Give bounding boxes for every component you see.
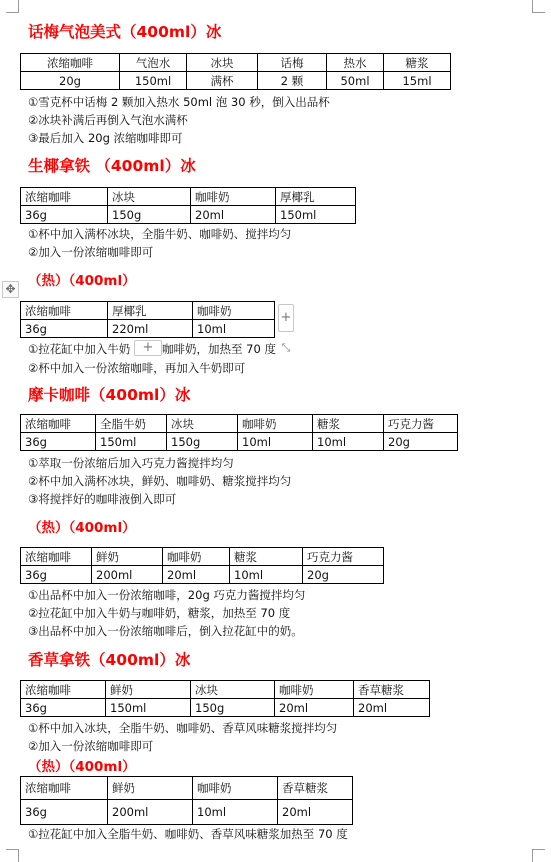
table-header-cell: 浓缩咖啡 [21, 54, 120, 72]
plus-icon: + [142, 340, 154, 355]
recipe-title: 香草拿铁（400ml）冰 [28, 651, 191, 669]
recipe-step: ①拉花缸中加入全脂牛奶、咖啡奶、香草风味糖浆加热至 70 度 [28, 827, 348, 841]
table-value-cell: 150ml [106, 699, 191, 717]
recipe-title: （热）（400ml） [28, 520, 136, 536]
recipe-table[interactable] [20, 547, 384, 584]
table-value-cell: 36g [21, 206, 108, 224]
table-value-cell: 15ml [384, 72, 451, 90]
table-header-cell: 冰块 [167, 415, 238, 433]
table-header-cell: 糖浆 [230, 548, 303, 566]
table-value-cell: 10ml [313, 433, 384, 451]
table-value-cell: 20ml [163, 566, 230, 584]
recipe-title: （热）（400ml） [28, 273, 136, 289]
table-value-cell: 2 颗 [258, 72, 327, 90]
page-corner-mark [532, 0, 545, 13]
recipe-step: 咖啡奶，加热至 70 度 [162, 342, 276, 356]
table-value-cell: 220ml [108, 320, 193, 338]
recipe-table[interactable] [20, 414, 458, 451]
recipe-step: ①杯中加入满杯冰块，全脂牛奶、咖啡奶、搅拌均匀 [28, 227, 292, 241]
table-header-cell: 厚椰乳 [108, 302, 193, 320]
add-column-button[interactable] [278, 304, 294, 332]
table-value-cell: 200ml [108, 800, 193, 825]
table-header-cell: 咖啡奶 [193, 302, 275, 320]
recipe-step: ②杯中加入满杯冰块，鲜奶、咖啡奶、糖浆搅拌均匀 [28, 474, 292, 488]
table-header-cell: 厚椰乳 [276, 188, 356, 206]
table-value-cell: 10ml [193, 800, 278, 825]
table-value-cell: 10ml [193, 320, 275, 338]
table-header-cell: 气泡水 [120, 54, 187, 72]
table-value-cell: 20ml [275, 699, 354, 717]
table-value-cell: 36g [21, 699, 106, 717]
table-header-cell: 冰块 [187, 54, 258, 72]
table-header-cell: 巧克力酱 [303, 548, 384, 566]
table-header-cell: 咖啡奶 [193, 777, 278, 800]
table-value-cell: 150g [167, 433, 238, 451]
table-value-cell: 150ml [120, 72, 187, 90]
recipe-table[interactable] [20, 776, 353, 825]
table-header-cell: 浓缩咖啡 [21, 681, 106, 699]
table-value-cell: 10ml [230, 566, 303, 584]
recipe-step: ②杯中加入一份浓缩咖啡，再加入牛奶即可 [28, 361, 246, 375]
table-header-cell: 热水 [327, 54, 384, 72]
table-value-cell: 36g [21, 566, 92, 584]
table-header-cell: 话梅 [258, 54, 327, 72]
table-value-cell: 20ml [354, 699, 430, 717]
recipe-table[interactable] [20, 301, 275, 338]
table-value-cell: 20g [303, 566, 384, 584]
table-header-cell: 咖啡奶 [275, 681, 354, 699]
table-value-cell: 10ml [238, 433, 313, 451]
add-row-button[interactable] [134, 340, 162, 356]
table-value-cell: 50ml [327, 72, 384, 90]
recipe-step: ②加入一份浓缩咖啡即可 [28, 245, 154, 259]
table-value-cell: 36g [21, 433, 96, 451]
recipe-step: ③最后加入 20g 浓缩咖啡即可 [28, 131, 183, 145]
plus-icon: + [280, 310, 292, 325]
table-header-cell: 浓缩咖啡 [21, 777, 108, 800]
table-header-cell: 鲜奶 [92, 548, 163, 566]
table-header-cell: 冰块 [191, 681, 275, 699]
recipe-title: 生椰拿铁 （400ml）冰 [28, 157, 196, 175]
resize-icon[interactable]: ⤡ [281, 341, 291, 354]
page-corner-mark [532, 849, 545, 862]
table-header-cell: 浓缩咖啡 [21, 415, 96, 433]
table-header-cell: 巧克力酱 [384, 415, 458, 433]
table-value-cell: 满杯 [187, 72, 258, 90]
table-header-cell: 全脂牛奶 [96, 415, 167, 433]
table-header-cell: 香草糖浆 [354, 681, 430, 699]
table-value-cell: 150ml [276, 206, 356, 224]
table-value-cell: 20g [21, 72, 120, 90]
table-header-cell: 糖浆 [313, 415, 384, 433]
recipe-table[interactable] [20, 187, 356, 224]
table-header-cell: 咖啡奶 [191, 188, 276, 206]
table-value-cell: 36g [21, 320, 108, 338]
recipe-step: ②拉花缸中加入牛奶与咖啡奶，糖浆，加热至 70 度 [28, 606, 291, 620]
table-header-cell: 浓缩咖啡 [21, 548, 92, 566]
table-header-cell: 鲜奶 [108, 777, 193, 800]
table-value-cell: 20ml [278, 800, 353, 825]
recipe-step: ①萃取一份浓缩后加入巧克力酱搅拌均匀 [28, 456, 234, 470]
recipe-step: ②加入一份浓缩咖啡即可 [28, 739, 154, 753]
recipe-table[interactable] [20, 680, 430, 717]
table-value-cell: 150g [108, 206, 191, 224]
table-header-cell: 咖啡奶 [163, 548, 230, 566]
table-header-cell: 冰块 [108, 188, 191, 206]
recipe-step: ①拉花缸中加入牛奶 [28, 342, 131, 356]
table-header-cell: 咖啡奶 [238, 415, 313, 433]
table-value-cell: 150ml [96, 433, 167, 451]
table-value-cell: 20g [384, 433, 458, 451]
recipe-step: ①杯中加入冰块，全脂牛奶、咖啡奶、香草风味糖浆搅拌均匀 [28, 721, 338, 735]
table-value-cell: 150g [191, 699, 275, 717]
recipe-title: 摩卡咖啡（400ml）冰 [28, 386, 191, 404]
recipe-table[interactable] [20, 53, 451, 90]
recipe-step: ①出品杯中加入一份浓缩咖啡，20g 巧克力酱搅拌均匀 [28, 588, 306, 602]
recipe-step: ②冰块补满后再倒入气泡水满杯 [28, 113, 188, 127]
recipe-title: （热）（400ml） [28, 759, 136, 775]
recipe-title: 话梅气泡美式（400ml）冰 [28, 23, 222, 41]
recipe-step: ③出品杯中加入一份浓缩咖啡后，倒入拉花缸中的奶。 [28, 624, 303, 638]
page-corner-mark [6, 849, 19, 862]
table-value-cell: 200ml [92, 566, 163, 584]
table-value-cell: 36g [21, 800, 108, 825]
page-corner-mark [6, 0, 19, 13]
table-value-cell: 20ml [191, 206, 276, 224]
table-header-cell: 浓缩咖啡 [21, 302, 108, 320]
table-header-cell: 浓缩咖啡 [21, 188, 108, 206]
recipe-step: ①雪克杯中话梅 2 颗加入热水 50ml 泡 30 秒，倒入出品杯 [28, 95, 330, 109]
table-header-cell: 香草糖浆 [278, 777, 353, 800]
table-header-cell: 糖浆 [384, 54, 451, 72]
move-icon[interactable]: ✥ [2, 281, 19, 298]
recipe-step: ③将搅拌好的咖啡液倒入即可 [28, 492, 177, 506]
table-header-cell: 鲜奶 [106, 681, 191, 699]
